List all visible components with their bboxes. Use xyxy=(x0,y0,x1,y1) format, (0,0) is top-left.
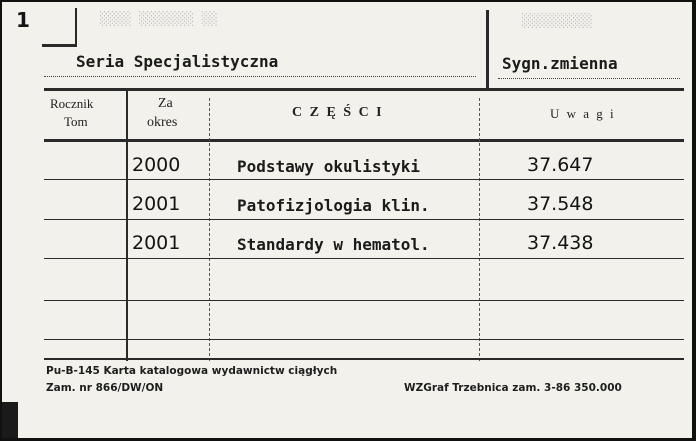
header-notes: U w a g i xyxy=(550,106,616,121)
row-2-title: Patofizjologia klin. xyxy=(237,196,430,215)
row-3-period: 2001 xyxy=(132,232,181,254)
header-parts: C Z Ę Ś C I xyxy=(292,105,384,120)
footer-printer: WZGraf Trzebnica zam. 3-86 350.000 xyxy=(404,382,622,394)
catalog-card xyxy=(2,2,692,438)
bottom-left-mark xyxy=(2,402,18,438)
row-3-note: 37.438 xyxy=(527,232,594,254)
row-rule-5 xyxy=(44,339,684,340)
col-divider-3 xyxy=(479,98,481,361)
footer-order-number: Zam. nr 866/DW/ON xyxy=(46,382,164,394)
faded-title-stamp: ░░░░ ░░░░░░░ ░░ xyxy=(100,12,218,27)
number-bracket-vertical xyxy=(75,8,77,46)
row-1-note: 37.647 xyxy=(527,154,594,176)
series-dotted-line xyxy=(44,76,476,77)
row-2-note: 37.548 xyxy=(527,193,594,215)
header-year-line2: Tom xyxy=(64,114,88,129)
card-number: 1 xyxy=(16,8,30,32)
header-top-rule xyxy=(44,88,684,91)
row-3-title: Standardy w hematol. xyxy=(237,235,430,254)
row-rule-2 xyxy=(44,219,684,220)
faded-right-stamp: ░░░░░░░░░ xyxy=(522,14,593,29)
table-bottom-rule xyxy=(44,358,684,360)
row-rule-1 xyxy=(44,179,684,180)
signature-dotted-line xyxy=(498,78,680,79)
signature-divider xyxy=(486,10,489,90)
row-rule-3 xyxy=(44,258,684,259)
header-period-line2: okres xyxy=(147,115,178,130)
col-divider-1 xyxy=(126,91,128,361)
number-bracket-horizontal xyxy=(42,44,77,47)
header-period-line1: Za xyxy=(158,96,173,111)
signature-label: Sygn.zmienna xyxy=(502,54,618,73)
col-divider-2 xyxy=(209,98,211,361)
row-1-period: 2000 xyxy=(132,154,181,176)
header-bottom-rule xyxy=(44,139,684,142)
header-year-line1: Rocznik xyxy=(50,96,94,111)
row-rule-4 xyxy=(44,300,684,301)
row-2-period: 2001 xyxy=(132,193,181,215)
series-title: Seria Specjalistyczna xyxy=(76,52,279,71)
footer-line1: Pu-B-145 Karta katalogowa wydawnictw ciągłych xyxy=(46,365,338,377)
row-1-title: Podstawy okulistyki xyxy=(237,157,421,176)
